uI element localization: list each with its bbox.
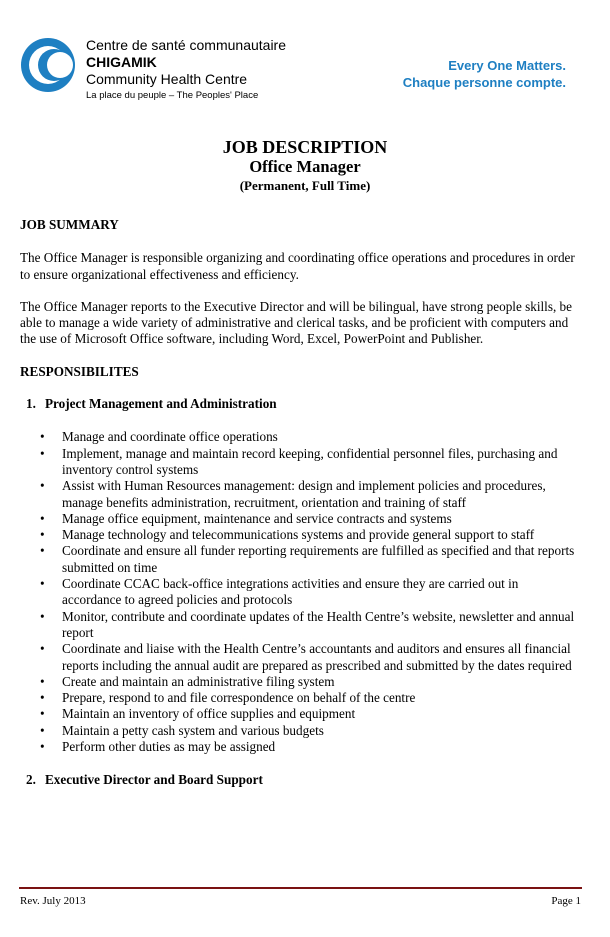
bullet-icon: • (40, 543, 45, 559)
org-name-english: Community Health Centre (86, 71, 248, 87)
bullet-icon: • (40, 576, 45, 592)
motto-english: Every One Matters. (448, 58, 566, 73)
revision-date: Rev. July 2013 (20, 895, 86, 907)
list-item: • Implement, manage and maintain record keeping, confidential personnel files, purchasing and inventory control systems (40, 445, 558, 477)
motto-french: Chaque personne compte. (402, 75, 566, 90)
responsibility-list (20, 429, 580, 755)
list-item: • Coordinate CCAC back-office integrations activities and ensure they are carried out in accordance to agreed policies and protocols (40, 576, 519, 608)
organization-name-block (86, 37, 286, 101)
bullet-icon: • (40, 510, 45, 526)
list-item: • Prepare, respond to and file correspondence on behalf of the centre (40, 690, 416, 706)
bullet-icon: • (40, 527, 45, 543)
bullet-icon: • (40, 429, 45, 445)
section-heading-2 (20, 772, 580, 788)
list-item: • Maintain an inventory of office supplies and equipment (40, 706, 356, 722)
bullet-icon: • (40, 608, 45, 624)
list-item: • Create and maintain an administrative filing system (40, 673, 335, 689)
list-item: • Maintain a petty cash system and various budgets (40, 722, 324, 738)
document-body (20, 217, 580, 789)
summary-paragraph-2: The Office Manager reports to the Executive Director and will be bilingual, have strong people skills, be able to manage a wide variety of administrative and clerical tasks, and be proficient with computers and the use of Microsoft Office software, including Word, Excel, PowerPoint and Publisher. (20, 298, 572, 347)
bullet-icon: • (40, 739, 45, 755)
list-item: • Manage office equipment, maintenance and service contracts and systems (40, 510, 452, 526)
org-name: CHIGAMIK (86, 54, 157, 70)
job-summary-heading: JOB SUMMARY (20, 217, 119, 232)
bullet-icon: • (40, 641, 45, 657)
document-title: JOB DESCRIPTION (222, 137, 388, 157)
list-item: • Manage technology and telecommunications systems and provide general support to staff (40, 527, 535, 543)
section-title: Executive Director and Board Support (45, 772, 263, 788)
crescent-circle-logo-icon (21, 38, 75, 92)
summary-paragraph-1: The Office Manager is responsible organizing and coordinating office operations and procedures in order to ensure organizational effectiveness and efficiency. (20, 250, 575, 282)
list-item: • Monitor, contribute and coordinate updates of the Health Centre’s website, newsletter and annual report (40, 608, 575, 640)
footer-rule (19, 887, 582, 889)
position-title: Office Manager (249, 157, 361, 176)
org-name-french: Centre de santé communautaire (86, 37, 286, 53)
bullet-icon: • (40, 706, 45, 722)
document-title-block (0, 137, 610, 194)
bullet-icon: • (40, 445, 45, 461)
list-item: • Manage and coordinate office operations (40, 429, 278, 445)
list-item: • Coordinate and liaise with the Health Centre’s accountants and auditors and ensures all financial reports including the annual audit are prepared as prescribed and submitted by the dates required (40, 641, 572, 673)
org-tagline: La place du peuple – The Peoples' Place (86, 90, 259, 101)
bullet-icon: • (40, 690, 45, 706)
section-heading-1 (20, 396, 580, 412)
section-number: 1. (26, 396, 36, 412)
list-item: • Coordinate and ensure all funder reporting requirements are fulfilled as specified and that reports submitted on time (40, 543, 575, 575)
section-number: 2. (26, 772, 36, 788)
section-title: Project Management and Administration (45, 396, 277, 412)
motto-block (403, 57, 566, 91)
responsibilities-heading: RESPONSIBILITES (20, 363, 139, 379)
position-terms: (Permanent, Full Time) (239, 178, 371, 193)
page-number: Page 1 (551, 895, 581, 907)
bullet-icon: • (40, 722, 45, 738)
list-item: • Assist with Human Resources management: design and implement policies and procedures, manage benefits administration, recruitment, orientation and training of staff (40, 478, 546, 510)
bullet-icon: • (40, 673, 45, 689)
list-item: • Perform other duties as may be assigned (40, 739, 276, 755)
bullet-icon: • (40, 478, 45, 494)
